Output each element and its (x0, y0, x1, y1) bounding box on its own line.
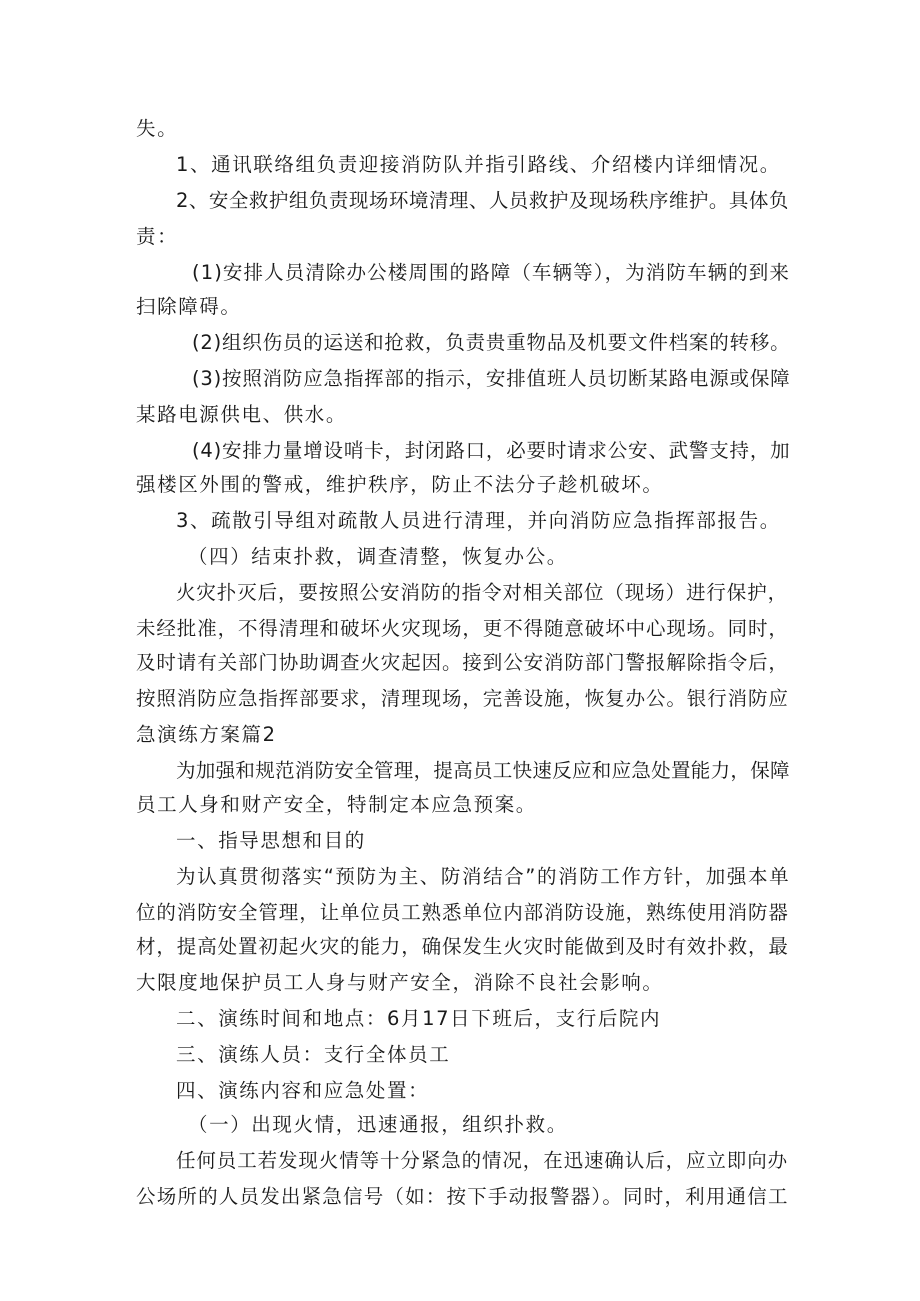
text-line: 员工人身和财产安全，特制定本应急预案。 (136, 793, 537, 816)
text-line: (1)安排人员清除办公楼周围的路障（车辆等），为消防车辆的到来 (192, 261, 790, 284)
section-heading: （四）结束扑救，调查清整，恢复办公。 (188, 545, 568, 568)
text-line: 任何员工若发现火情等十分紧急的情况，在迅速确认后，应立即向办 (176, 1149, 789, 1172)
text-line: (3)按照消防应急指挥部的指示，安排值班人员切断某路电源或保障 (192, 367, 791, 390)
text-line: (4)安排力量增设哨卡，封闭路口，必要时请求公安、武警支持，加 (192, 439, 791, 462)
section-heading: （一）出现火情，迅速通报，组织扑救。 (188, 1113, 568, 1136)
text-line: 位的消防安全管理，让单位员工熟悉单位内部消防设施，熟练使用消防器 (136, 901, 789, 924)
text-line: 失。 (136, 117, 179, 140)
text-line: (2)组织伤员的运送和抢救，负责贵重物品及机要文件档案的转移。 (192, 331, 791, 354)
text-line: 为加强和规范消防安全管理，提高员工快速反应和应急处置能力，保障 (176, 759, 790, 782)
text-line: 2、安全救护组负责现场环境清理、人员救护及现场秩序维护。具体负 (176, 189, 789, 212)
text-line: 为认真贯彻落实“预防为主、防消结合”的消防工作方针，加强本单 (176, 865, 791, 888)
section-heading: 一、指导思想和目的 (176, 829, 366, 852)
section-heading: 二、演练时间和地点：6月17日下班后，支行后院内 (176, 1007, 662, 1030)
text-line: 公场所的人员发出紧急信号（如：按下手动报警器）。同时，利用通信工 (136, 1185, 789, 1208)
text-line: 材，提高处置初起火灾的能力，确保发生火灾时能做到及时有效扑救，最 (136, 935, 789, 958)
text-line: 扫除障碍。 (136, 295, 242, 318)
text-line: 及时请有关部门协助调查火灾起因。接到公安消防部门警报解除指令后， (136, 651, 789, 674)
section-heading: 四、演练内容和应急处置： (176, 1079, 430, 1102)
text-line: 火灾扑灭后，要按照公安消防的指令对相关部位（现场）进行保护， (176, 581, 789, 604)
text-line: 未经批准，不得清理和破坏火灾现场，更不得随意破坏中心现场。同时， (136, 617, 789, 640)
text-line: 责： (136, 225, 179, 248)
text-line: 某路电源供电、供水。 (136, 403, 348, 426)
text-line: 3、疏散引导组对疏散人员进行清理，并向消防应急指挥部报告。 (176, 509, 781, 532)
text-line: 急演练方案篇2 (136, 723, 277, 746)
text-line: 按照消防应急指挥部要求，清理现场，完善设施，恢复办公。银行消防应 (136, 687, 789, 710)
section-heading: 三、演练人员：支行全体员工 (176, 1043, 451, 1066)
text-line: 1、通讯联络组负责迎接消防队并指引路线、介绍楼内详细情况。 (176, 153, 781, 176)
text-line: 大限度地保护员工人身与财产安全，消除不良社会影响。 (136, 971, 664, 994)
text-line: 强楼区外围的警戒，维护秩序，防止不法分子趁机破坏。 (136, 473, 664, 496)
